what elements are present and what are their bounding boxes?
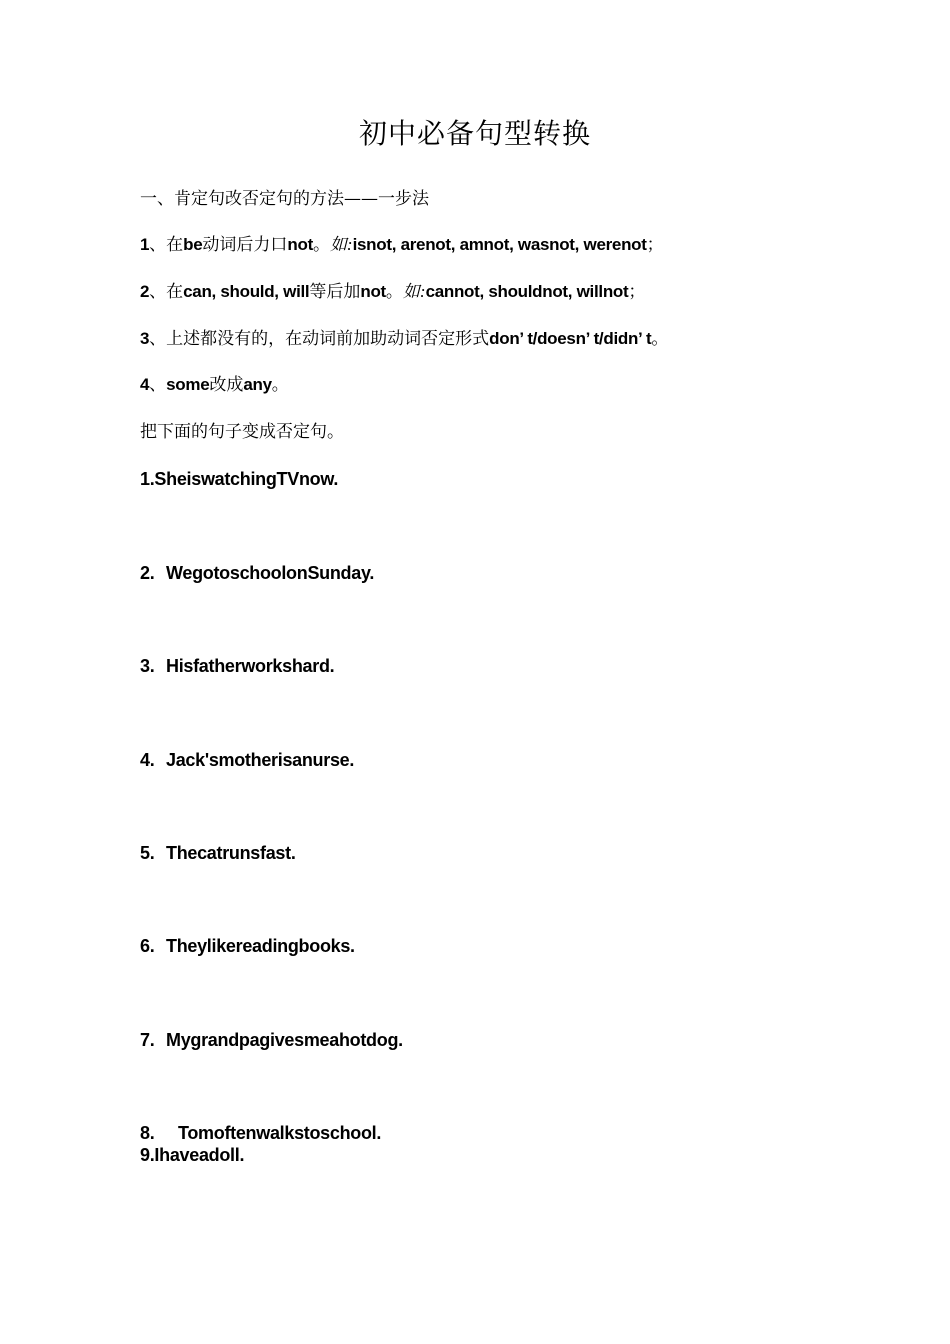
example-label: 如: [329,235,353,254]
rule-keyword: any [243,375,272,394]
rule-keyword: don’ t/doesn’ t/didn’ t [489,329,652,348]
rule-3 [140,328,668,350]
rule-example: isnot, arenot, amnot, wasnot, werenot [352,235,647,254]
rule-text: ； [646,235,664,255]
question-text: Thecatrunsfast. [166,843,296,863]
rule-keyword: some [166,375,210,394]
question-text: Theylikereadingbooks. [166,936,355,956]
question-text: Jack'smotherisanurse. [166,750,355,770]
rule-sep: 、 [149,375,167,395]
page-title: 初中必备句型转换 [358,117,591,150]
rule-text: 。 [385,282,403,302]
question-1 [140,468,338,490]
rule-1 [140,234,664,256]
rule-4 [140,374,289,396]
rule-keyword: not [287,235,313,254]
question-text: Mygrandpagivesmeahotdog. [166,1030,403,1050]
question-number: 9. [140,1145,155,1165]
rule-number: 3 [140,329,150,348]
question-3 [140,655,334,677]
example-label: 如: [402,282,426,301]
instruction: 把下面的句子变成否定句。 [140,422,344,442]
question-text: Hisfatherworkshard. [166,656,335,676]
rule-number: 2 [140,282,150,301]
rule-keyword: can, should, will [183,282,310,301]
question-7 [140,1029,403,1051]
question-number: 6. [140,936,155,956]
question-9 [140,1144,244,1166]
question-number: 2. [140,563,155,583]
rule-text: 。 [312,235,330,255]
rule-number: 4 [140,375,150,394]
section-heading: 一、肯定句改否定句的方法——一步法 [140,189,429,209]
rule-keyword: be [183,235,203,254]
question-6 [140,935,355,957]
question-5 [140,842,296,864]
rule-text: 。 [271,375,289,395]
rule-number: 1 [140,235,150,254]
question-text: Ihaveadoll. [154,1145,245,1165]
rule-text: ； [628,282,646,302]
rule-text: 上述都没有的，在动词前加助动词否定形式 [166,329,490,349]
question-number: 1. [140,469,155,489]
question-number: 5. [140,843,155,863]
question-text: Tomoftenwalkstoschool. [178,1123,382,1143]
rule-text: 在 [166,235,184,255]
question-2 [140,562,374,584]
question-8 [140,1122,381,1144]
question-number: 7. [140,1030,155,1050]
question-text: WegotoschoolonSunday. [166,563,375,583]
rule-sep: 、 [149,282,167,302]
question-number: 4. [140,750,155,770]
rule-sep: 、 [149,235,167,255]
question-number: 3. [140,656,155,676]
rule-example: cannot, shouldnot, willnot [425,282,629,301]
rule-text: 改成 [209,375,244,395]
rule-sep: 、 [149,329,167,349]
rule-text: 动词后力口 [202,235,288,255]
question-number: 8. [140,1123,155,1143]
rule-keyword: not [360,282,386,301]
question-4 [140,749,354,771]
question-text: SheiswatchingTVnow. [154,469,339,489]
rule-text: 在 [166,282,184,302]
rule-2 [140,281,645,303]
rule-text: 等后加 [309,282,361,302]
rule-text: 。 [651,329,669,349]
